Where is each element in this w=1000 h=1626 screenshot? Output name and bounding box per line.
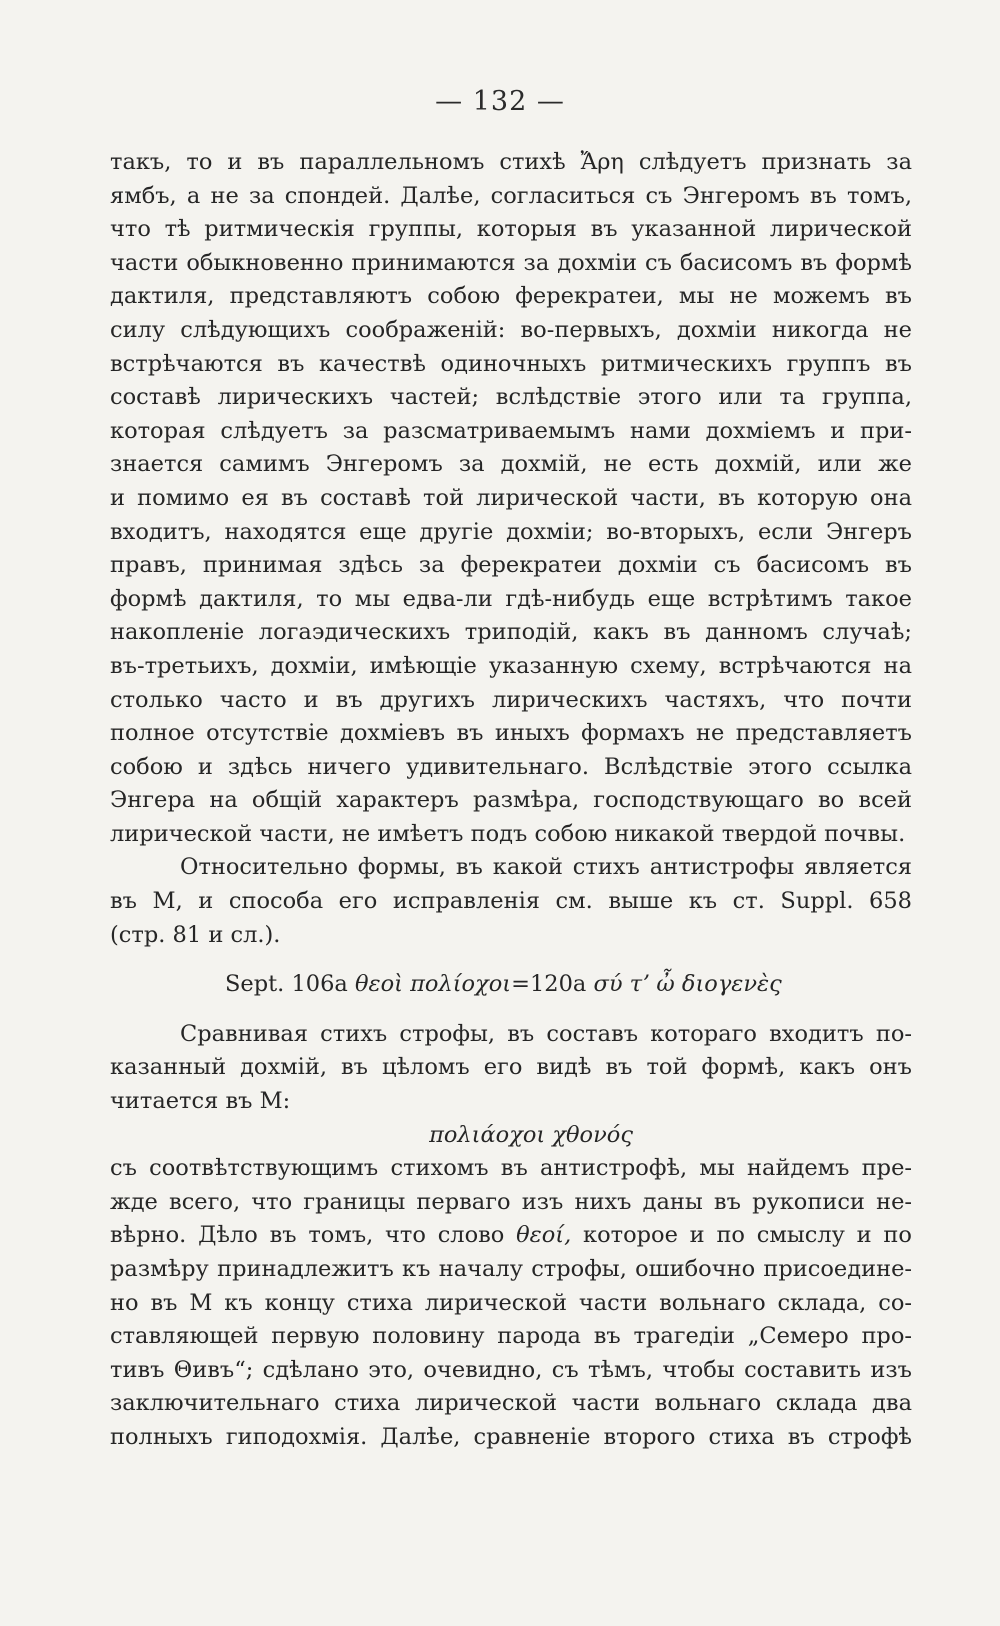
text-line: накопленіе логаэдическихъ триподій, какъ въ данномъ случаѣ; [110,619,912,646]
heading-middle: =120a [511,971,594,998]
text-line: такъ, то и въ параллельномъ стихѣ Ἄρη слѣдуетъ признать за [110,149,912,175]
body-text [110,146,912,1455]
heading-greek-2: σύ τʼ ὦ διογενὲς [593,971,782,998]
text-line: Относительно формы, въ какой стихъ антистрофы является [180,854,912,881]
text-line: столько часто и въ другихъ лирическихъ частяхъ, что почти [110,686,912,713]
text-line: казанный дохмій, въ цѣломъ его видѣ въ той формѣ, какъ онъ [110,1054,912,1081]
text-line: что тѣ ритмическія группы, которыя въ указанной лирической [110,216,912,243]
inline-greek: θεοί, [516,1222,572,1249]
text-line: Сравнивая стихъ строфы, въ составъ котораго входитъ по- [180,1020,912,1047]
text-line: которая слѣдуетъ за разсматриваемымъ нами дохміемъ и при- [110,417,912,444]
text-line: ямбъ, а не за спондей. Далѣе, согласиться съ Энгеромъ въ томъ, [110,182,912,209]
heading-greek-1: θεοὶ πολίοχοι [355,971,512,998]
text-line: съ соотвѣтствующимъ стихомъ въ антистрофѣ, мы найдемъ пре- [110,1155,912,1182]
text-line: собою и здѣсь ничего удивительнаго. Вслѣдствіе этого ссылка [110,753,912,780]
page-number: — 132 — [435,86,565,117]
text-line: размѣру принадлежитъ къ началу строфы, ошибочно присоедине- [110,1256,912,1282]
text-line: тивъ Θивъ“; сдѣлано это, очевидно, съ тѣмъ, чтобы составить изъ [110,1356,912,1383]
text-line: лирической части, не имѣетъ подъ собою никакой твердой почвы. [110,820,906,847]
text-line: Энгера на общій характеръ размѣра, господствующаго во всей [110,787,912,814]
text-line: силу слѣдующихъ соображеній: во-первыхъ, дохміи никогда не [110,316,912,343]
text-line: полныхъ гиподохмія. Далѣе, сравненіе второго стиха въ строфѣ [110,1423,912,1450]
text-line: дактиля, представляютъ собою ферекратеи, мы не можемъ въ [110,283,912,310]
text-line: читается въ М: [110,1088,291,1115]
greek-quote: πολιάοχοι χθονός [429,1121,633,1148]
text-line: полное отсутствіе дохміевъ въ иныхъ формахъ не представляетъ [110,720,912,747]
text-line: знается самимъ Энгеромъ за дохмій, не есть дохмій, или же [110,451,912,478]
section-heading [110,968,912,1002]
text-line: но въ М къ концу стиха лирической части вольнаго склада, со- [110,1289,912,1316]
text-line: (стр. 81 и сл.). [110,921,281,948]
heading-prefix: Sept. 106a [225,971,355,998]
text-line: заключительнаго стиха лирической части вольнаго склада два [110,1390,912,1417]
text-line: жде всего, что границы перваго изъ нихъ даны въ рукописи не- [110,1188,912,1215]
text-line: правъ, принимая здѣсь за ферекратеи дохміи съ басисомъ въ [110,552,912,579]
text-line: составѣ лирическихъ частей; вслѣдствіе этого или та группа, [110,384,912,411]
text-line: въ М, и способа его исправленія см. выше къ ст. Suppl. 658 [110,888,912,915]
text-line: части обыкновенно принимаются за дохміи съ басисомъ въ формѣ [110,249,912,276]
text-line: вѣрно. Дѣло въ томъ, что слово θεοί, которое и по смыслу и по [110,1222,912,1249]
text-line: ставляющей первую половину парода въ трагедіи „Семеро про- [110,1323,912,1350]
text-line: формѣ дактиля, то мы едва-ли гдѣ-нибудь еще встрѣтимъ такое [110,585,912,612]
text-line: встрѣчаются въ качествѣ одиночныхъ ритмическихъ группъ въ [110,350,912,377]
text-line: входитъ, находятся еще другіе дохміи; во-вторыхъ, если Энгеръ [110,518,912,545]
text-line: въ-третьихъ, дохміи, имѣющіе указанную схему, встрѣчаются на [110,652,912,679]
text-line: и помимо ея въ составѣ той лирической части, въ которую она [110,484,912,511]
